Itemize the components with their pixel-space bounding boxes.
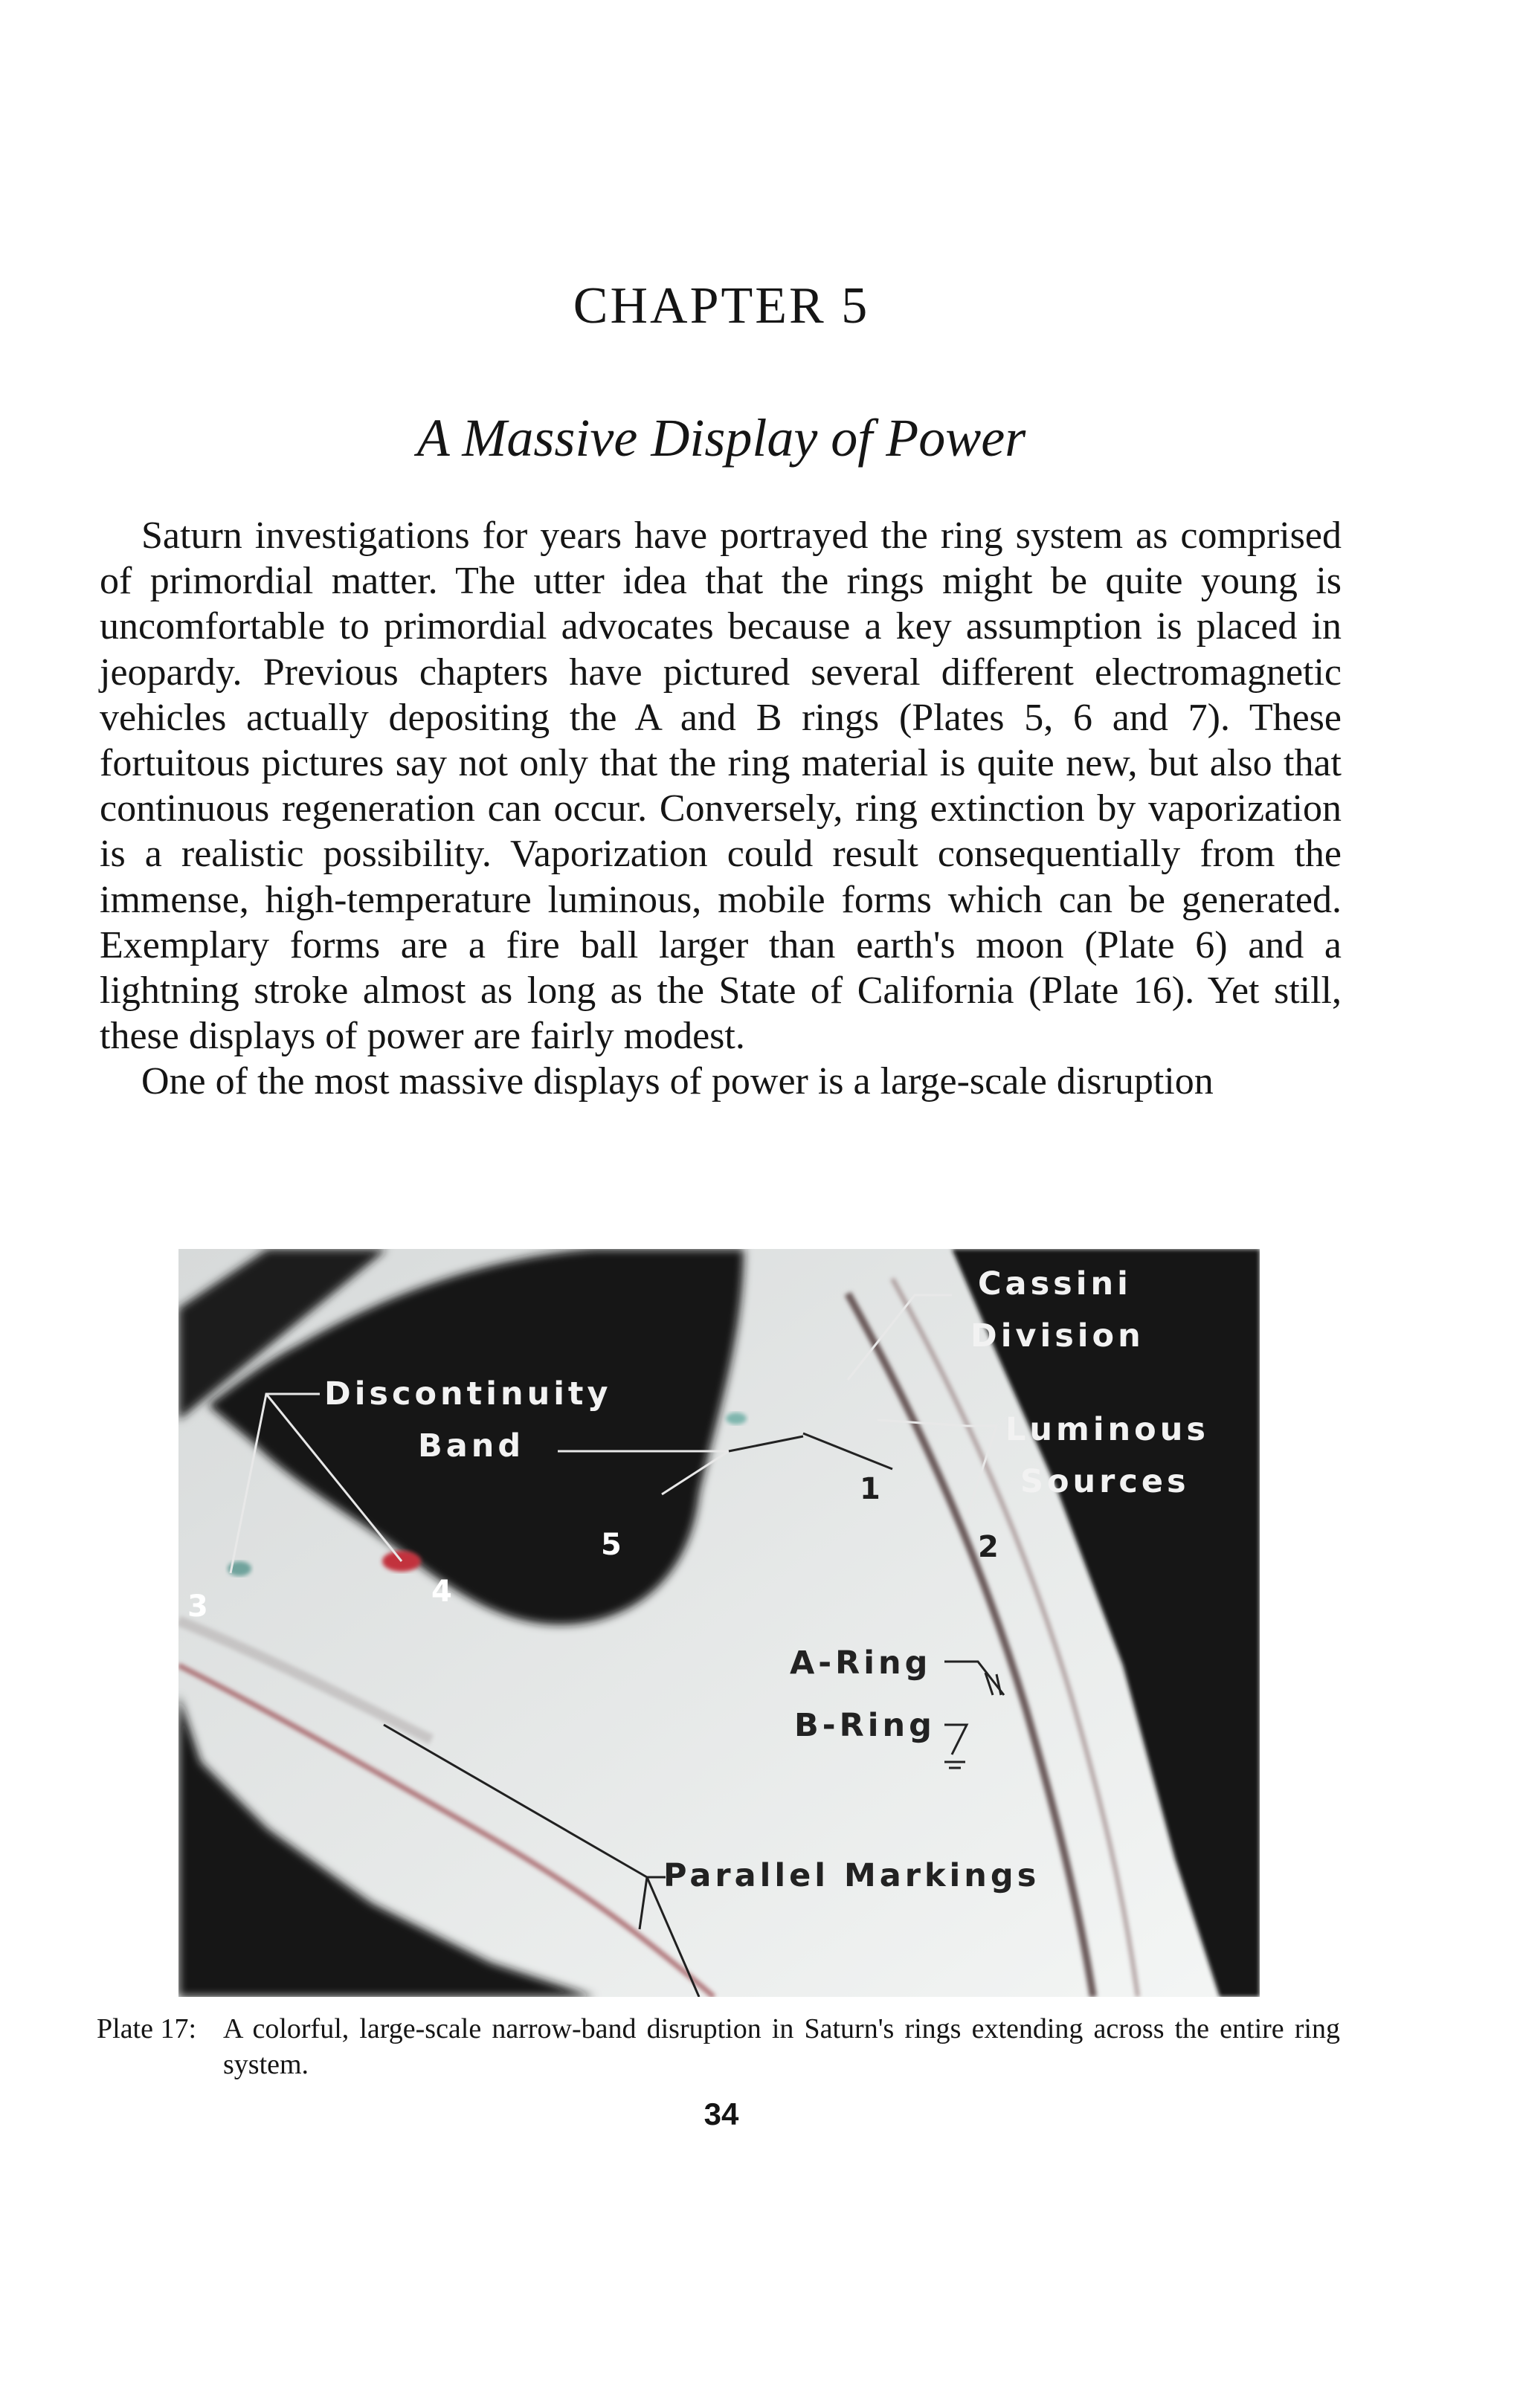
label-sources: Sources — [1020, 1463, 1190, 1500]
label-a-ring: A-Ring — [790, 1644, 932, 1682]
number-4: 4 — [431, 1575, 452, 1609]
plate-17-photo — [178, 1249, 1260, 1997]
label-parallel-markings: Parallel Markings — [663, 1857, 1040, 1894]
caption-lead: Plate 17: — [97, 2013, 197, 2044]
page-number: 34 — [703, 2096, 739, 2131]
number-1: 1 — [860, 1472, 880, 1506]
chapter-heading: CHAPTER 5 — [573, 277, 870, 335]
chapter-title: A Massive Display of Power — [416, 408, 1026, 468]
label-band: Band — [418, 1427, 525, 1465]
caption-text: A colorful, large-scale narrow-band disruption in Saturn's rings extending across the entire ring system. — [223, 2013, 1340, 2080]
luminous-spot-1 — [726, 1413, 747, 1424]
label-b-ring: B-Ring — [794, 1707, 936, 1744]
number-2: 2 — [978, 1530, 999, 1564]
number-5: 5 — [601, 1528, 622, 1562]
paragraph-2: One of the most massive displays of power is a large-scale disruption — [141, 1060, 1214, 1103]
paragraph-1: Saturn investigations for years have portrayed the ring system as comprised of primordial matter. The utter idea that the rings might be quite young is uncomfortable to primordial advocates because a key assumption is placed in jeopardy. Previous chapters have pictured several different electromagnetic vehicles actually depositing the A and B rings (Plates 5, 6 and 7). These fortuitous pictures say not only that the ring material is quite new, but also that continuous regeneration can occur. Conversely, ring extinction by vaporization is a realistic possibility. Vaporization could result consequentially from the immense, high-temperature luminous, mobile forms which can be generated. Exemplary forms are a fire ball larger than earth's moon (Plate 6) and a lightning stroke almost as long as the State of California (Plate 16). Yet still, these displays of power are fairly modest. — [100, 514, 1342, 1058]
label-cassini: Cassini — [978, 1265, 1132, 1303]
figure-caption — [97, 2011, 1340, 2082]
body-text — [100, 513, 1342, 1105]
label-division: Division — [970, 1317, 1144, 1355]
number-3: 3 — [187, 1589, 208, 1624]
label-discontinuity: Discontinuity — [324, 1375, 612, 1413]
label-luminous: Luminous — [1005, 1411, 1209, 1448]
